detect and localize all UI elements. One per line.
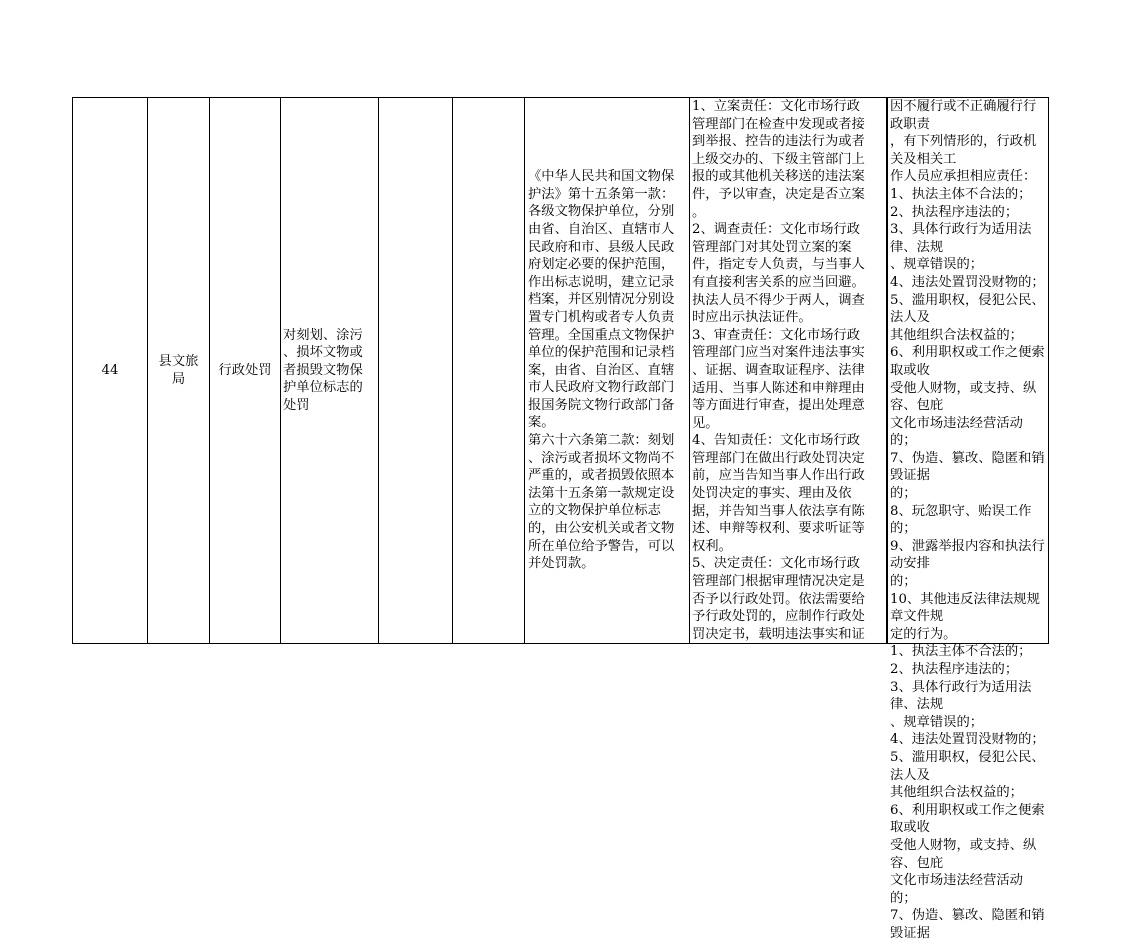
- power-type: 行政处罚: [218, 362, 272, 378]
- item-name-cell: [281, 98, 379, 643]
- department-name: 县文旅 局: [158, 353, 199, 387]
- accountability-text: 因不履行或不正确履行行政职责 ，有下列情形的，行政机关及相关工 作人员应承担相应责任： 1、执法主体不合法的； 2、执法程序违法的； 3、具体行政行为适用法律、法规 、规章错误的； 4、违法处置罚没财物的； 5、滥用职权，侵犯公民、法人及 其他组织合法权益的； 6、利用职权或工作之便索取或收 受他人财物，或支持、纵容、包庇 文化市场违法经营活动的； 7、伪造、篡改、隐匿和销毁证据 的； 8、玩忽职守、贻误工作的； 9、泄露举报内容和执法行动安排 的； 10、其他违反法律法规规章文件规 定的行为。 1、执法主体不合法的； 2、执法程序违法的； 3、具体行政行为适用法律、法规 、规章错误的； 4、违法处置罚没财物的； 5、滥用职权，侵犯公民、法人及 其他组织合法权益的； 6、利用职权或工作之便索取或收 受他人财物，或支持、纵容、包庇 文化市场违法经营活动的； 7、伪造、篡改、隐匿和销毁证据: [890, 99, 1045, 941]
- code-cell: [453, 98, 525, 643]
- department-cell: [148, 98, 210, 643]
- row-number-cell: [73, 98, 148, 643]
- legal-basis-cell: [525, 98, 690, 643]
- power-list-table: [72, 97, 1049, 941]
- sub-item-cell: [379, 98, 453, 643]
- row-number: 44: [101, 362, 119, 378]
- responsibility-text: 1、立案责任：文化市场行政 管理部门在检查中发现或者接 到举报、控告的违法行为或者 上级交办的、下级主管部门上 报的或其他机关移送的违法案 件，予以审查，决定是否立案 。 2、调查责任：文化市场行政 管理部门对其处罚立案的案 件，指定专人负责，与当事人 有直接利害关系的应当回避。 执法人员不得少于两人，调查 时应出示执法证件。 3、审查责任：文化市场行政 管理部门应当对案件违法事实 、证据、调查取证程序、法律 适用、当事人陈述和申辩理由 等方面进行审查，提出处理意 见。 4、告知责任：文化市场行政 管理部门在做出行政处罚决定 前，应当告知当事人作出行政 处罚决定的事实、理由及依 据，并告知当事人依法享有陈 述、申辩等权利、要求听证等 权利。 5、决定责任：文化市场行政 管理部门根据审理情况决定是 否予以行政处罚。依法需要给 予行政处罚的，应制作行政处 罚决定书，载明违法事实和证: [692, 99, 865, 642]
- power-type-cell: [210, 98, 281, 643]
- responsibility-cell: [690, 98, 888, 643]
- item-name: 对刻划、涂污 、损坏文物或 者损毁文物保 护单位标志的 处罚: [283, 327, 363, 413]
- accountability-cell: [888, 98, 1050, 941]
- legal-basis-text: 《中华人民共和国文物保 护法》第十五条第一款： 各级文物保护单位，分别 由省、自治区、直辖市人 民政府和市、县级人民政 府划定必要的保护范围， 作出标志说明，建立记录 档案，并区别情况分别设 置专门机构或者专人负责 管理。全国重点文物保护 单位的保护范围和记录档 案，由省、自治区、直辖 市人民政府文物行政部门 报国务院文物行政部门备 案。 第六十六条第二款：刻划 、涂污或者损坏文物尚不 严重的，或者损毁依照本 法第十五条第一款规定设 立的文物保护单位标志 的，由公安机关或者文物 所在单位给予警告，可以 并处罚款。: [528, 169, 675, 572]
